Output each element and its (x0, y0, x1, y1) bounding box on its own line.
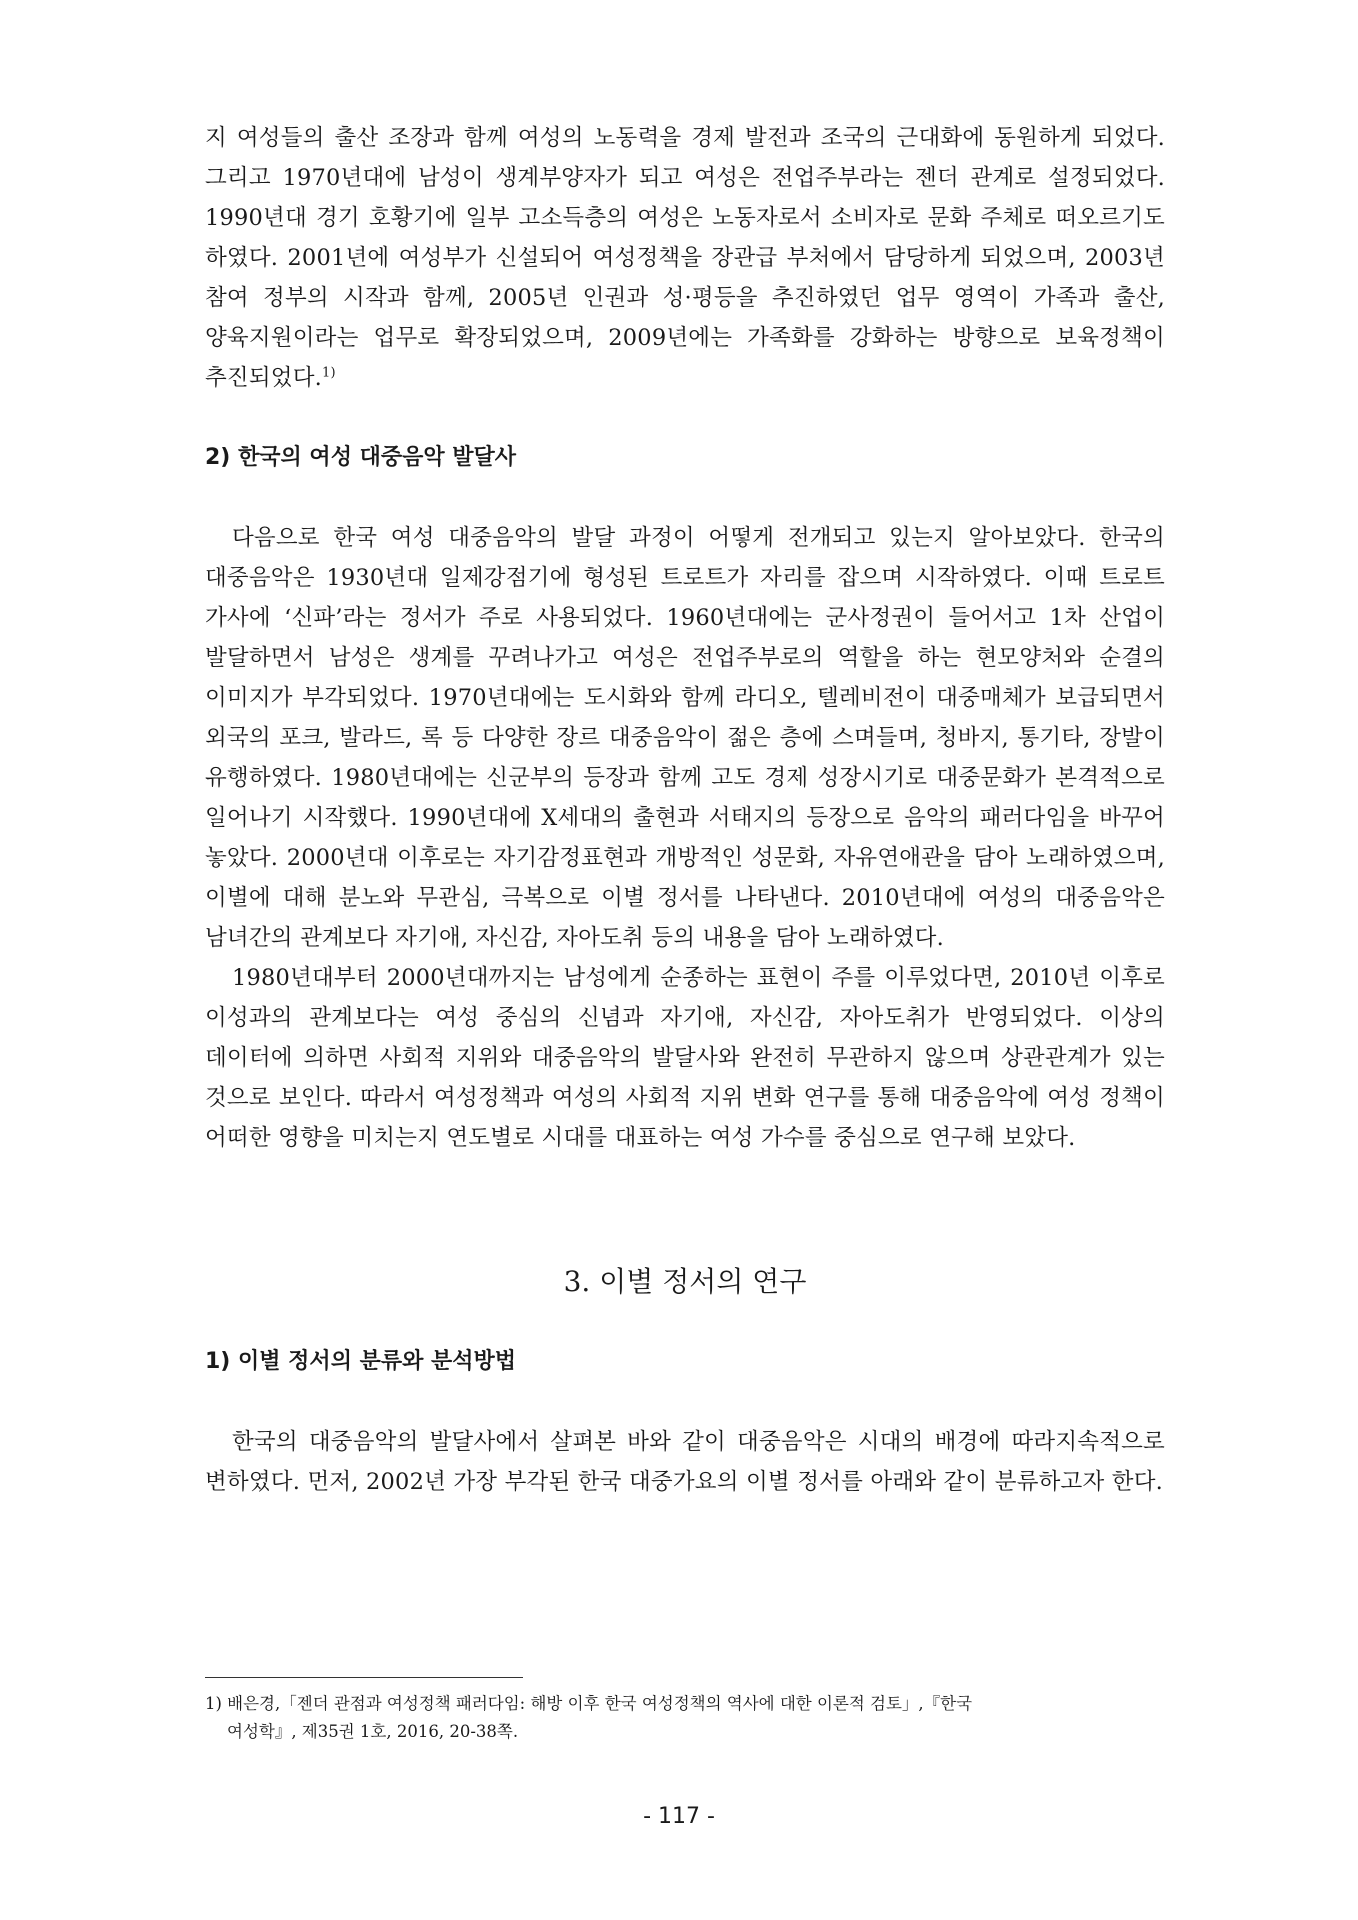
footnote-line-1: 1) 배은경,「젠더 관점과 여성정책 패러다임: 해방 이후 한국 여성정책의 역사에 대한 이론적 검토」,『한국 (205, 1694, 973, 1713)
footnote-divider (205, 1677, 523, 1678)
paragraph-intro-text: 지 여성들의 출산 조장과 함께 여성의 노동력을 경제 발전과 조국의 근대화에 동원하게 되었다. 그리고 1970년대에 남성이 생계부양자가 되고 여성은 전업주부라는 젠더 관계로 설정되었다. 1990년대 경기 호황기에 일부 고소득층의 여성은 노동자로서 소비자로 문화 주체로 떠오르기도 하였다. 2001년에 여성부가 신설되어 여성정책을 장관급 부처에서 담당하게 되었으며, 2003년 참여 정부의 시작과 함께, 2005년 인권과 성·평등을 추진하였던 업무 영역이 가족과 출산, 양육지원이라는 업무로 확장되었으며, 2009년에는 가족화를 강화하는 방향으로 보육정책이 추진되었다. (205, 125, 1165, 391)
section-title-3: 3. 이별 정서의 연구 (563, 1265, 807, 1298)
paragraph-history-2: 1980년대부터 2000년대까지는 남성에게 순종하는 표현이 주를 이루었다면, 2010년 이후로 이성과의 관계보다는 여성 중심의 신념과 자기애, 자신감, 자아도취가 반영되었다. 이상의 데이터에 의하면 사회적 지위와 대중음악의 발달사와 완전히 무관하지 않으며 상관관계가 있는 것으로 보인다. 따라서 여성정책과 여성의 사회적 지위 변화 연구를 통해 대중음악에 여성 정책이 어떠한 영향을 미치는지 연도별로 시대를 대표하는 여성 가수를 중심으로 연구해 보았다. (205, 965, 1165, 1151)
subsection-heading-2: 2) 한국의 여성 대중음악 발달사 (205, 445, 517, 470)
paragraph-intro (205, 118, 1165, 398)
page-body (205, 118, 1165, 1502)
footnote-reference[interactable]: 1) (322, 365, 336, 381)
footnote-line-2: 여성학』, 제35권 1호, 2016, 20-38쪽. (227, 1722, 519, 1741)
paragraph-classification: 한국의 대중음악의 발달사에서 살펴본 바와 같이 대중음악은 시대의 배경에 따라지속적으로 변하였다. 먼저, 2002년 가장 부각된 한국 대중가요의 이별 정서를 아래와 같이 분류하고자 한다. (205, 1429, 1165, 1495)
subsection-heading-3-1: 1) 이별 정서의 분류와 분석방법 (205, 1349, 517, 1374)
footnote (205, 1690, 1167, 1746)
page-number: - 117 - (643, 1804, 715, 1829)
paragraph-history-1: 다음으로 한국 여성 대중음악의 발달 과정이 어떻게 전개되고 있는지 알아보았다. 한국의 대중음악은 1930년대 일제강점기에 형성된 트로트가 자리를 잡으며 시작하였다. 이때 트로트 가사에 ‘신파’라는 정서가 주로 사용되었다. 1960년대에는 군사정권이 들어서고 1차 산업이 발달하면서 남성은 생계를 꾸려나가고 여성은 전업주부로의 역할을 하는 현모양처와 순결의 이미지가 부각되었다. 1970년대에는 도시화와 함께 라디오, 텔레비전이 대중매체가 보급되면서 외국의 포크, 발라드, 록 등 다양한 장르 대중음악이 젊은 층에 스며들며, 청바지, 통기타, 장발이 유행하였다. 1980년대에는 신군부의 등장과 함께 고도 경제 성장시기로 대중문화가 본격적으로 일어나기 시작했다. 1990년대에 X세대의 출현과 서태지의 등장으로 음악의 패러다임을 바꾸어 놓았다. 2000년대 이후로는 자기감정표현과 개방적인 성문화, 자유연애관을 담아 노래하였으며, 이별에 대해 분노와 무관심, 극복으로 이별 정서를 나타낸다. 2010년대에 여성의 대중음악은 남녀간의 관계보다 자기애, 자신감, 자아도취 등의 내용을 담아 노래하였다. (205, 525, 1165, 951)
